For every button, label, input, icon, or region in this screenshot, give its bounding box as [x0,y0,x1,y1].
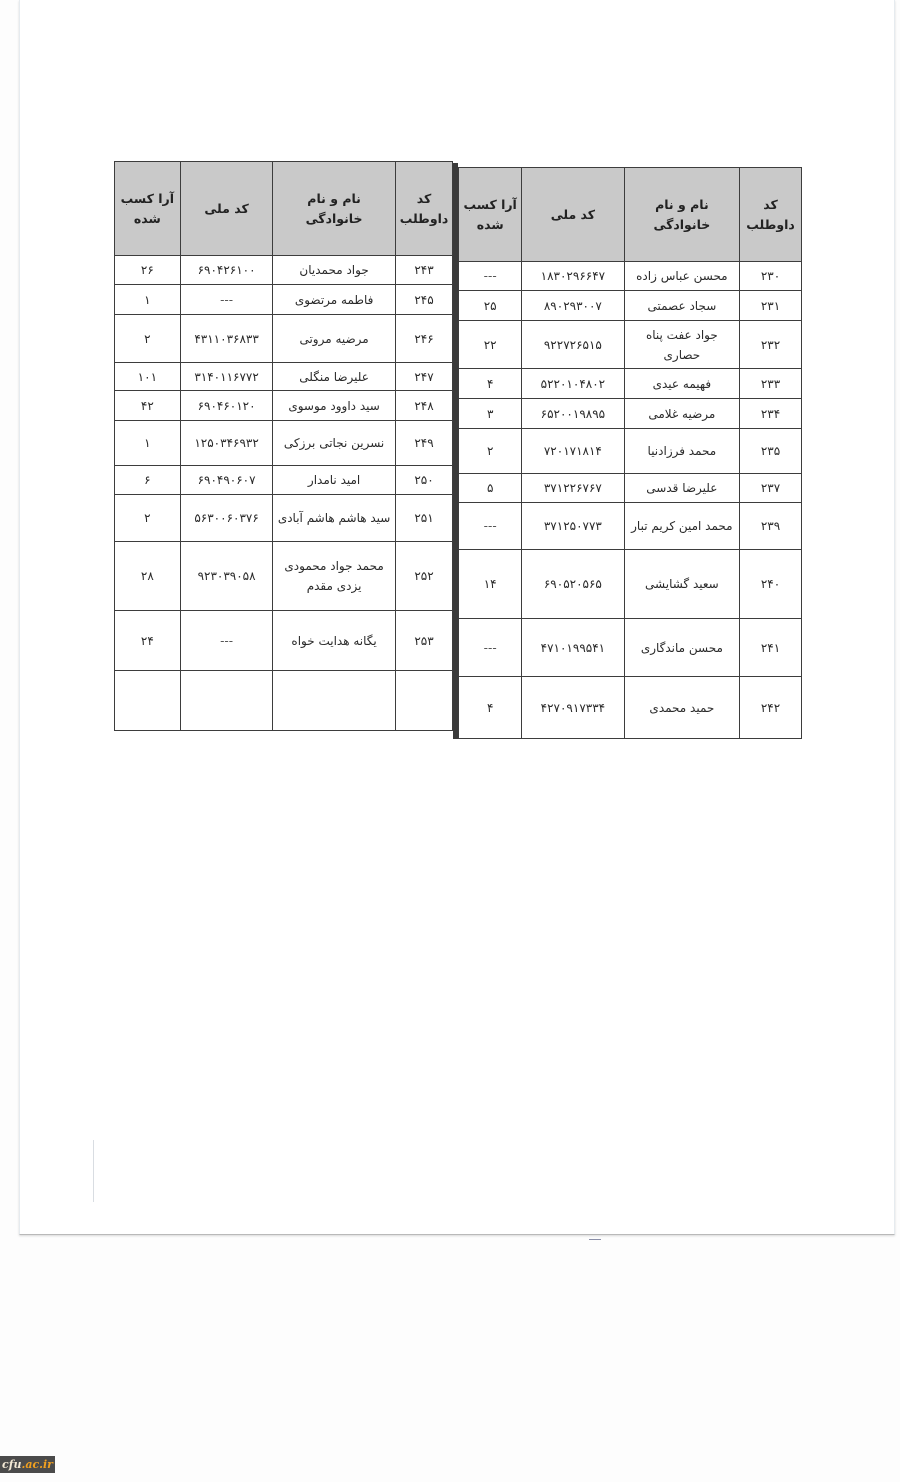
table-row [459,291,802,321]
candidate-name: علیرضا منگلی [273,363,395,391]
page-bottom-mark [589,1239,601,1240]
candidate-code [395,671,453,731]
national-id: ۱۸۳۰۲۹۶۶۴۷ [522,262,625,291]
votes: ۶ [114,466,180,495]
candidate-name: علیرضا قدسی [624,474,739,503]
table-row [114,495,452,542]
candidate-name: جواد محمدیان [273,256,395,285]
table-row [114,256,452,285]
table-row [459,474,802,503]
votes: ۲۲ [459,321,522,369]
votes: ۱ [114,421,180,466]
header-national-id: کد ملی [180,162,273,256]
votes: --- [459,503,522,550]
candidate-code: ۲۳۷ [740,474,802,503]
national-id: ۳۷۱۲۵۰۷۷۳ [522,503,625,550]
candidate-code: ۲۳۲ [740,321,802,369]
scan-margin-line [93,1140,94,1202]
national-id: ۴۳۱۱۰۳۶۸۳۳ [180,315,273,363]
table-row [114,285,452,315]
national-id: --- [180,285,273,315]
candidate-code: ۲۵۲ [395,542,453,611]
table-row [114,542,452,611]
candidate-code: ۲۴۵ [395,285,453,315]
table-row [459,677,802,739]
candidate-code: ۲۳۳ [740,369,802,399]
candidate-name: مرضیه مروتی [273,315,395,363]
watermark-prefix: cfu [2,1458,22,1471]
results-table-right [458,167,802,739]
candidate-name: فاطمه مرتضوی [273,285,395,315]
national-id: ۹۲۳۰۳۹۰۵۸ [180,542,273,611]
candidate-results-tables [114,161,802,739]
candidate-name: جواد عفت پناه حصاری [624,321,739,369]
candidate-name: محمد جواد محمودی یزدی مقدم [273,542,395,611]
header-full-name: نام و نام خانوادگی [273,162,395,256]
table-header-row [459,168,802,262]
candidate-code: ۲۴۶ [395,315,453,363]
candidate-code: ۲۳۴ [740,399,802,429]
header-votes: آرا کسب شده [114,162,180,256]
candidate-name: یگانه هدایت خواه [273,611,395,671]
candidate-code: ۲۳۹ [740,503,802,550]
candidate-name: فهیمه عیدی [624,369,739,399]
national-id: ۹۲۲۷۲۶۵۱۵ [522,321,625,369]
candidate-code: ۲۵۰ [395,466,453,495]
watermark-suffix: .ac.ir [21,1458,53,1471]
candidate-name: محسن ماندگاری [624,619,739,677]
table-row [459,321,802,369]
candidate-code: ۲۵۱ [395,495,453,542]
votes: ۱ [114,285,180,315]
candidate-name [273,671,395,731]
votes: ۲۴ [114,611,180,671]
national-id: ۶۹۰۴۶۰۱۲۰ [180,391,273,421]
national-id: ۸۹۰۲۹۳۰۰۷ [522,291,625,321]
candidate-name: امید نامدار [273,466,395,495]
header-candidate-code: کد داوطلب [740,168,802,262]
table-row [459,399,802,429]
votes: --- [459,262,522,291]
votes: --- [459,619,522,677]
table-row [459,550,802,619]
header-full-name: نام و نام خانوادگی [624,168,739,262]
table-row [114,391,452,421]
candidate-name: حمید محمدی [624,677,739,739]
national-id: ۱۲۵۰۳۴۶۹۳۲ [180,421,273,466]
national-id: ۴۷۱۰۱۹۹۵۴۱ [522,619,625,677]
candidate-name: سید داوود موسوی [273,391,395,421]
site-watermark-logo [0,1456,55,1473]
candidate-name: سید هاشم هاشم آبادی [273,495,395,542]
national-id: ۷۲۰۱۷۱۸۱۴ [522,429,625,474]
table-row-empty [114,671,452,731]
table-row [459,429,802,474]
candidate-code: ۲۴۸ [395,391,453,421]
national-id: ۶۹۰۵۲۰۵۶۵ [522,550,625,619]
votes: ۵ [459,474,522,503]
table-row [114,611,452,671]
candidate-code: ۲۴۲ [740,677,802,739]
candidate-code: ۲۴۳ [395,256,453,285]
votes: ۱۴ [459,550,522,619]
table-row [459,369,802,399]
table-row [114,421,452,466]
candidate-code: ۲۴۱ [740,619,802,677]
header-votes: آرا کسب شده [459,168,522,262]
votes: ۴ [459,369,522,399]
national-id: ۴۲۷۰۹۱۷۳۳۴ [522,677,625,739]
header-national-id: کد ملی [522,168,625,262]
candidate-name: محسن عباس زاده [624,262,739,291]
national-id: ۶۹۰۴۲۶۱۰۰ [180,256,273,285]
results-table-left [114,161,453,731]
candidate-name: نسرین نجاتی برزکی [273,421,395,466]
table-row [114,315,452,363]
candidate-code: ۲۳۵ [740,429,802,474]
table-header-row [114,162,452,256]
votes: ۲۸ [114,542,180,611]
candidate-code: ۲۳۱ [740,291,802,321]
national-id: ۵۶۳۰۰۶۰۳۷۶ [180,495,273,542]
header-candidate-code: کد داوطلب [395,162,453,256]
national-id: ۵۲۲۰۱۰۴۸۰۲ [522,369,625,399]
table-row [459,262,802,291]
candidate-code: ۲۳۰ [740,262,802,291]
candidate-code: ۲۴۷ [395,363,453,391]
national-id: ۶۹۰۴۹۰۶۰۷ [180,466,273,495]
votes: ۲۵ [459,291,522,321]
votes: ۲۶ [114,256,180,285]
candidate-code: ۲۴۰ [740,550,802,619]
national-id: ۶۵۲۰۰۱۹۸۹۵ [522,399,625,429]
votes: ۴۲ [114,391,180,421]
votes [114,671,180,731]
votes: ۱۰۱ [114,363,180,391]
national-id [180,671,273,731]
candidate-name: سجاد عصمتی [624,291,739,321]
candidate-name: سعید گشایشی [624,550,739,619]
votes: ۲ [459,429,522,474]
candidate-name: مرضیه غلامی [624,399,739,429]
votes: ۳ [459,399,522,429]
national-id: ۳۷۱۲۲۶۷۶۷ [522,474,625,503]
votes: ۲ [114,315,180,363]
votes: ۴ [459,677,522,739]
national-id: --- [180,611,273,671]
table-row [114,363,452,391]
candidate-name: محمد امین کریم تبار [624,503,739,550]
table-row [459,619,802,677]
candidate-name: محمد فرزادنیا [624,429,739,474]
candidate-code: ۲۴۹ [395,421,453,466]
table-row [459,503,802,550]
votes: ۲ [114,495,180,542]
candidate-code: ۲۵۳ [395,611,453,671]
table-row [114,466,452,495]
national-id: ۳۱۴۰۱۱۶۷۷۲ [180,363,273,391]
